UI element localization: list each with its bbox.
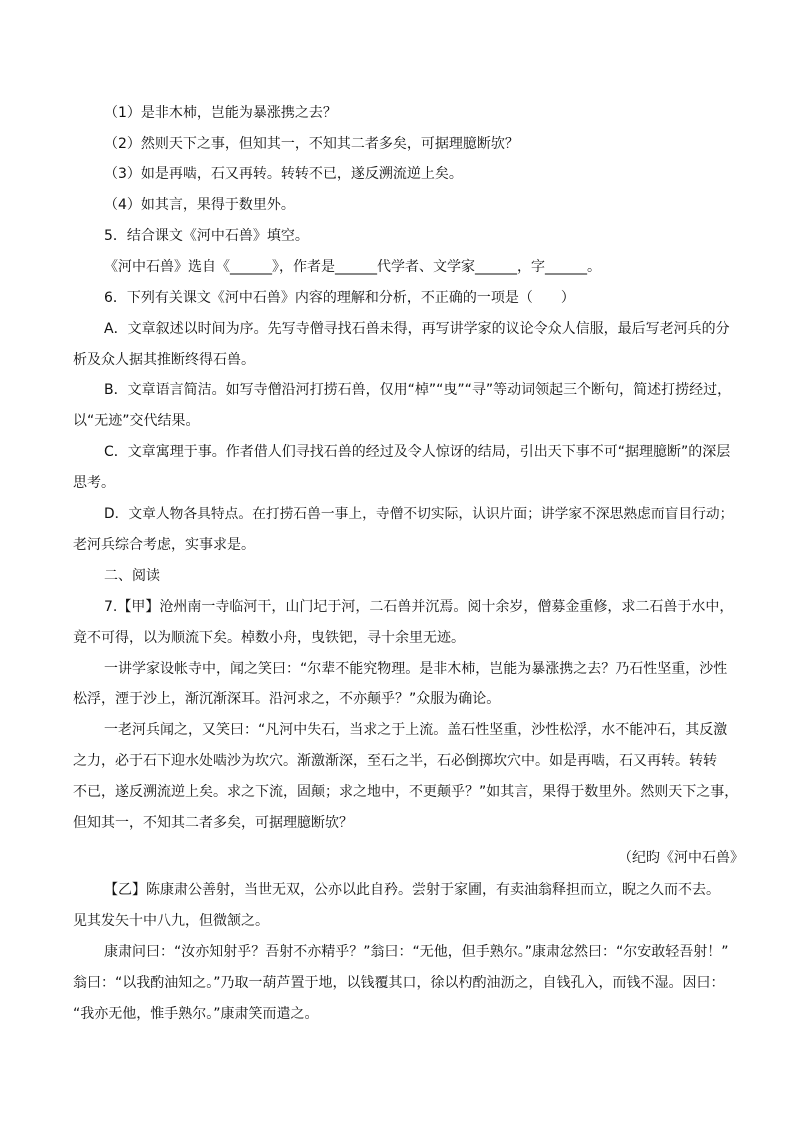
sentence-2: （2）然则天下之事，但知其一，不知其二者多矣，可据理臆断欤？ xyxy=(104,136,519,152)
sentence-1: （1）是非木杮，岂能为暴涨携之去？ xyxy=(104,105,337,121)
passage-yi-line: 康肃问曰：“汝亦知射乎？吾射不亦精乎？”翁曰：“无他，但手熟尔。”康肃忿然曰：“尔安敢轻吾射！” xyxy=(104,944,729,960)
passage-jia-line: 不已，遂反溯流逆上矣。求之下流，固颠；求之地中，不更颠乎？”如其言，果得于数里外。然则天下之事， xyxy=(73,784,739,800)
passage-jia-line: 一老河兵闻之，又笑曰：“凡河中失石，当求之于上流。盖石性坚重，沙性松浮，水不能冲石，其反激 xyxy=(104,722,728,738)
source-attribution: （纪昀《河中石兽》 xyxy=(618,850,744,866)
option-d-cont: 老河兵综合考虑，实事求是。 xyxy=(73,537,255,553)
passage-jia-line: 但知其一，不知其二者多矣，可据理臆断欤？ xyxy=(73,815,353,831)
passage-jia-line: 松浮，湮于沙上，渐沉渐深耳。沿河求之，不亦颠乎？”众服为确论。 xyxy=(73,691,501,707)
option-b-cont: 以“无迹”交代结果。 xyxy=(73,413,200,429)
option-d: D．文章人物各具特点。在打捞石兽一事上，寺僧不切实际，认识片面；讲学家不深思熟虑而盲目行动； xyxy=(104,506,734,522)
passage-yi: 【乙】陈康肃公善射，当世无双，公亦以此自矜。尝射于家圃，有卖油翁释担而立，睨之久而不去。 xyxy=(104,882,720,898)
passage-yi-line: 翁曰：“以我酌油知之。”乃取一葫芦置于地，以钱覆其口，徐以杓酌油沥之，自钱孔入，而钱不湿。因曰： xyxy=(73,975,725,991)
option-c: C．文章寓理于事。作者借人们寻找石兽的经过及令人惊讶的结局，引出天下事不可“据理臆断”的深层 xyxy=(104,444,731,460)
question-6: 6．下列有关课文《河中石兽》内容的理解和分析，不正确的一项是（ ） xyxy=(104,290,575,306)
option-c-cont: 思考。 xyxy=(73,475,115,491)
passage-jia-line: 竟不可得，以为顺流下矣。棹数小舟，曳铁钯，寻十余里无迹。 xyxy=(73,630,465,646)
passage-jia-line: 之力，必于石下迎水处啮沙为坎穴。渐激渐深，至石之半，石必倒掷坎穴中。如是再啮，石又再转。转转 xyxy=(73,753,717,769)
passage-jia-line: 一讲学家设帐寺中，闻之笑曰：“尔辈不能究物理。是非木杮，岂能为暴涨携之去？乃石性坚重，沙性 xyxy=(104,661,728,677)
passage-jia: 7.【甲】沧州南一寺临河干，山门圮于河，二石兽并沉焉。阅十余岁，僧募金重修，求二石兽于水中， xyxy=(104,599,734,615)
sentence-3: （3）如是再啮，石又再转。转转不已，遂反溯流逆上矣。 xyxy=(104,166,463,182)
question-5: 5．结合课文《河中石兽》填空。 xyxy=(104,228,309,244)
option-b: B．文章语言简洁。如写寺僧沿河打捞石兽，仅用“棹”“曳”“寻”等动词领起三个断句，简述打捞经过， xyxy=(104,382,732,398)
sentence-4: （4）如其言，果得于数里外。 xyxy=(104,197,295,213)
option-a: A．文章叙述以时间为序。先写寺僧寻找石兽未得，再写讲学家的议论令众人信服，最后写老河兵的分 xyxy=(104,321,730,337)
question-5-blanks: 《河中石兽》选自《______》，作者是______代学者、文学家______，字______。 xyxy=(104,259,601,275)
option-a-cont: 析及众人据其推断终得石兽。 xyxy=(73,352,255,368)
passage-yi-line: “我亦无他，惟手熟尔。”康肃笑而遣之。 xyxy=(73,1006,319,1022)
passage-yi-line: 见其发矢十中八九，但微颔之。 xyxy=(73,913,269,929)
section-heading: 二、阅读 xyxy=(104,568,160,584)
